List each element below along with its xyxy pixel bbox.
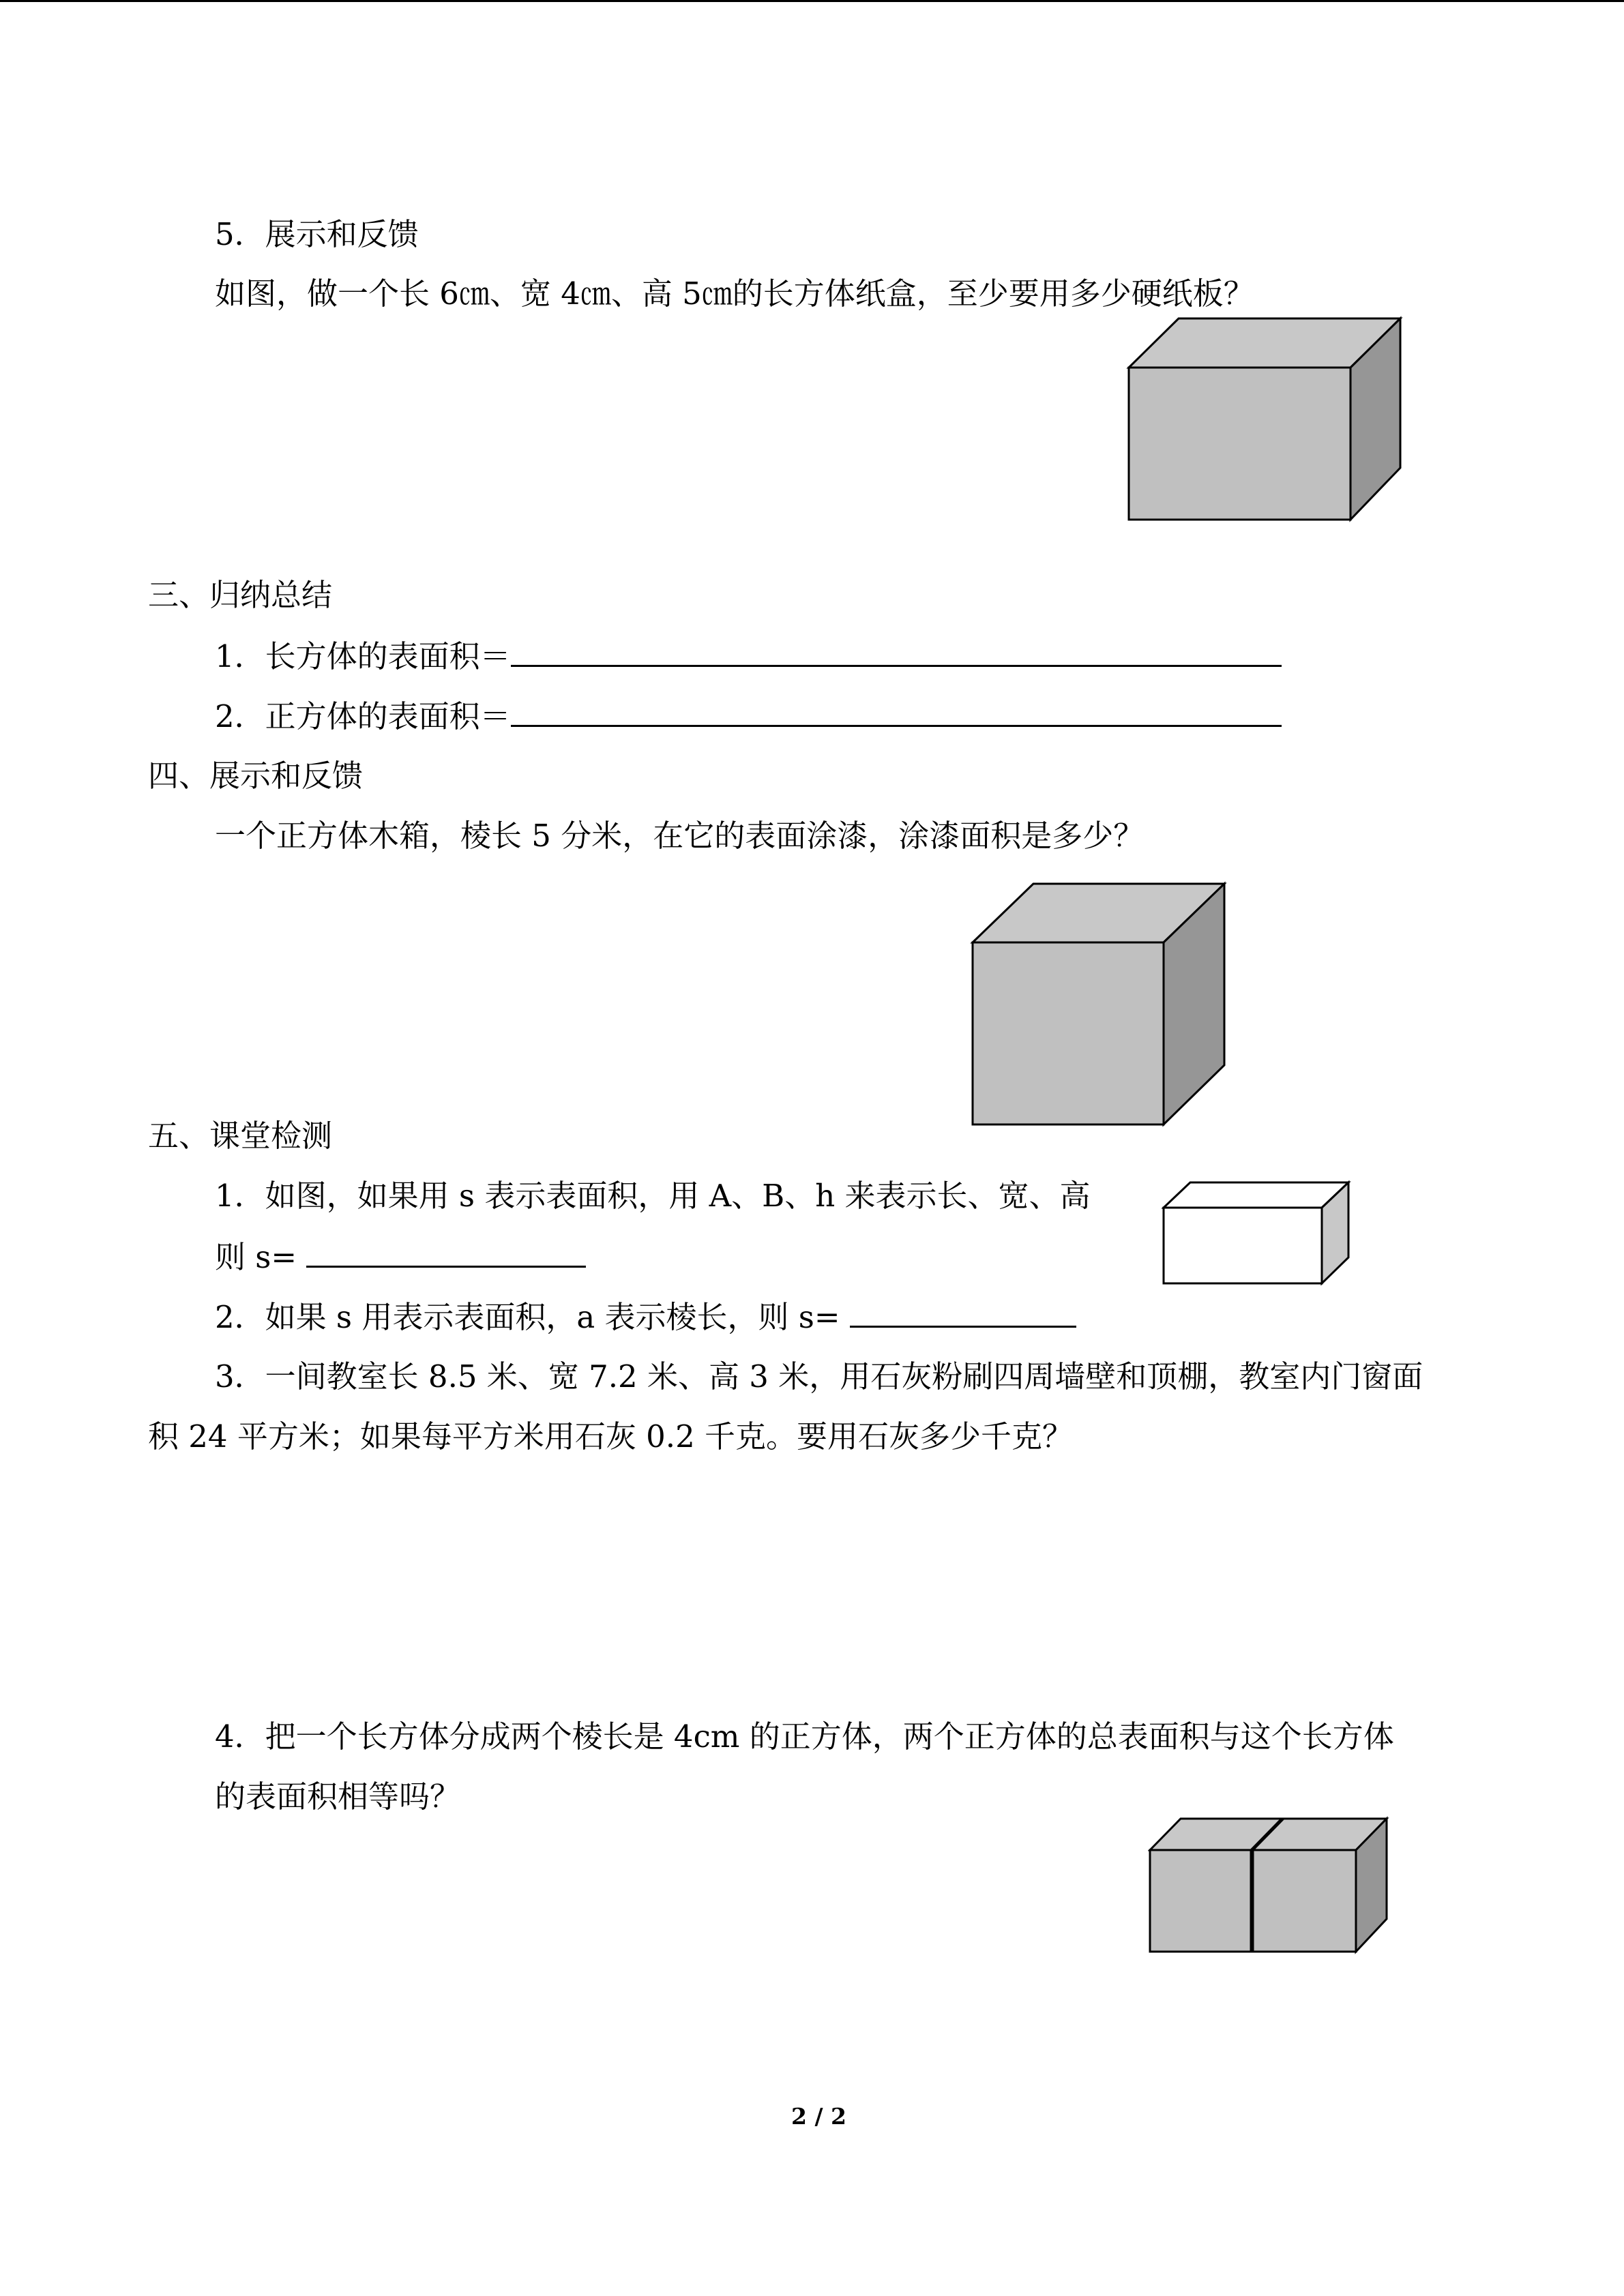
test4-line2: 的表面积相等吗？ [215,1778,461,1815]
cuboid-figure [1125,315,1405,523]
white-cuboid-front-face [1164,1208,1322,1283]
part3-heading: 三、归纳总结 [148,577,333,613]
summary-cuboid-label: 1．长方体的表面积＝ [215,638,511,674]
top-border [0,0,1624,2]
test1-line2-row [215,1236,586,1278]
test1-line2-label: 则 s= [215,1239,297,1275]
test2-row [215,1296,1076,1338]
white-cuboid-figure [1162,1180,1351,1286]
summary-cuboid-row [215,635,1282,677]
test1-answer-blank[interactable] [306,1236,586,1268]
cube-right-front-face [1253,1850,1356,1952]
test1-line1: 1．如图，如果用 s 表示表面积，用 A、B、h 来表示长、宽、高 [215,1178,1091,1214]
part4-heading: 四、展示和反馈 [148,758,364,794]
part5-heading: 五、课堂检测 [148,1118,333,1154]
test3-line2: 积 24 平方米；如果每平方米用石灰 0.2 千克。要用石灰多少千克？ [148,1418,1074,1455]
summary-cube-label: 2．正方体的表面积＝ [215,698,511,734]
white-cuboid-top-face [1164,1182,1348,1208]
test4-line1: 4．把一个长方体分成两个棱长是 4cm 的正方体，两个正方体的总表面积与这个长方体 [215,1718,1394,1755]
cube-front-face [973,942,1164,1124]
two-cubes-figure [1148,1816,1390,1956]
question-box-text: 如图，做一个长 6㎝、宽 4㎝、高 5㎝的长方体纸盒，至少要用多少硬纸板？ [215,275,1254,312]
section5-heading: 5．展示和反馈 [215,216,419,252]
test2-label: 2．如果 s 用表示表面积，a 表示棱长，则 s= [215,1299,840,1335]
summary-cube-row [215,695,1282,737]
question-cube-text: 一个正方体木箱，棱长 5 分米，在它的表面涂漆，涂漆面积是多少？ [215,818,1145,854]
summary-cuboid-blank[interactable] [511,635,1282,667]
cube-figure [970,881,1228,1128]
test3-line1: 3．一间教室长 8.5 米、宽 7.2 米、高 3 米，用石灰粉刷四周墙壁和顶棚，教室内门窗面 [215,1358,1423,1395]
cuboid-front-face [1129,368,1350,520]
page-number: 2 / 2 [791,2103,846,2130]
summary-cube-blank[interactable] [511,695,1282,727]
test2-answer-blank[interactable] [850,1296,1076,1328]
cube-left-front-face [1150,1850,1251,1952]
